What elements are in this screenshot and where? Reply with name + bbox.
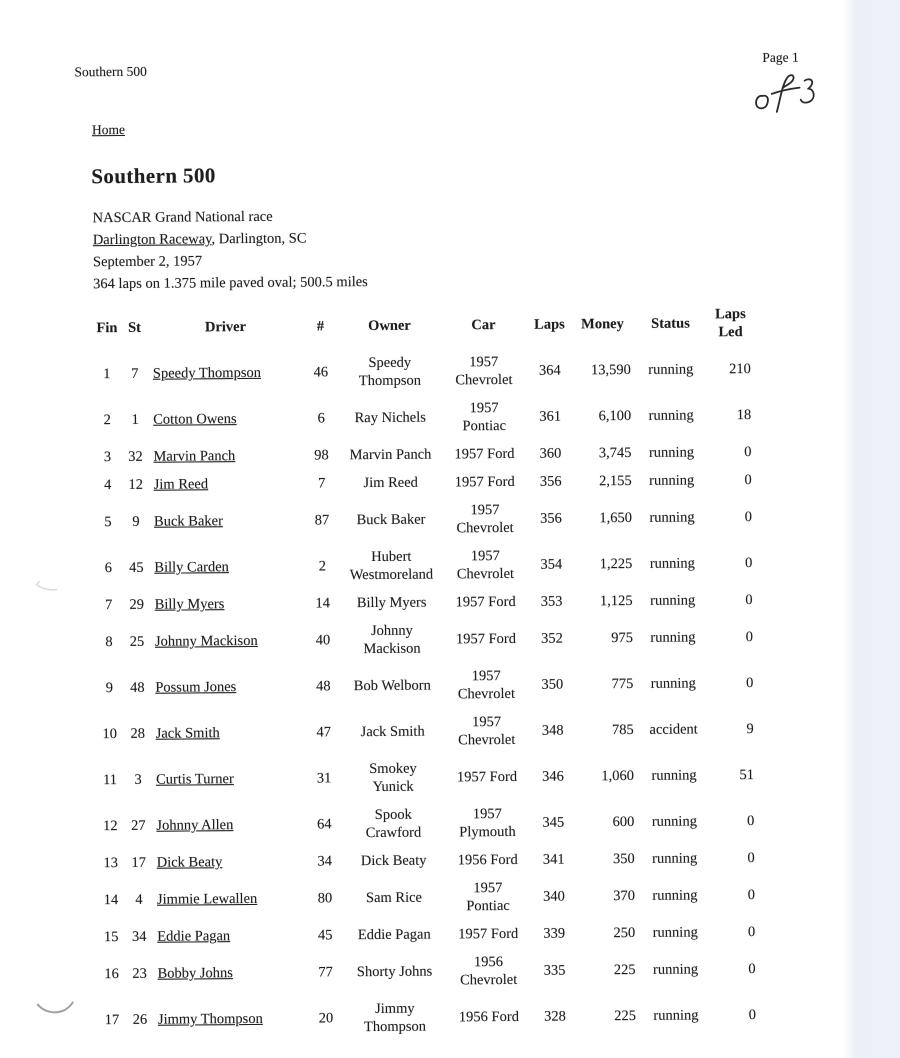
laps-cell: 354 — [540, 556, 563, 573]
money-cell: 2,155 — [599, 472, 632, 490]
car-cell: 1957 Chevrolet — [455, 354, 513, 389]
laps-led-cell: 210 — [729, 361, 751, 378]
start-position-cell: 48 — [130, 679, 145, 696]
car-cell: 1956 Ford — [457, 851, 518, 869]
laps-cell: 339 — [543, 925, 566, 942]
money-cell: 250 — [613, 924, 636, 942]
owner-cell: Dick Beaty — [360, 852, 427, 870]
money-cell: 785 — [611, 721, 634, 739]
car-cell: 1956 Chevrolet — [459, 954, 518, 989]
laps-led-cell: 0 — [744, 509, 753, 526]
owner-cell: Jimmy Thompson — [363, 1000, 427, 1036]
laps-led-cell: 18 — [736, 407, 752, 424]
owner-cell: Jim Reed — [363, 474, 418, 492]
money-cell: 1,060 — [601, 767, 635, 785]
driver-link[interactable]: Marvin Panch — [153, 448, 236, 465]
race-track-line — [93, 227, 368, 251]
finish-position-cell: 3 — [103, 449, 112, 466]
driver-link[interactable]: Bobby Johns — [157, 965, 233, 982]
owner-cell: Bob Welborn — [353, 677, 431, 695]
driver-cell — [154, 848, 306, 877]
owner-cell: Sam Rice — [365, 889, 423, 907]
money-cell: 1,225 — [599, 555, 633, 573]
start-position-cell: 9 — [132, 513, 140, 530]
driver-link[interactable]: Possum Jones — [155, 679, 237, 696]
laps-cell: 350 — [541, 676, 564, 693]
finish-position-cell: 2 — [103, 412, 111, 429]
column-header-money: Money — [581, 316, 624, 333]
status-cell: running — [652, 924, 698, 941]
driver-cell — [152, 618, 304, 665]
driver-cell — [150, 350, 302, 397]
laps-led-cell: 0 — [747, 887, 756, 904]
status-cell: running — [648, 444, 695, 461]
handwritten-of-3-note — [752, 71, 818, 118]
laps-led-cell: 0 — [744, 472, 752, 489]
finish-position-cell: 17 — [104, 1012, 120, 1029]
laps-cell: 346 — [542, 768, 564, 785]
finish-position-cell: 14 — [103, 892, 119, 909]
laps-led-cell: 0 — [745, 592, 753, 609]
driver-link[interactable]: Johnny Allen — [156, 817, 234, 834]
start-position-cell: 3 — [134, 771, 142, 788]
car-cell: 1957 Pontiac — [466, 880, 510, 915]
money-cell: 225 — [614, 1007, 636, 1025]
money-cell: 1,125 — [599, 592, 633, 610]
laps-cell: 364 — [538, 362, 561, 379]
money-cell: 3,745 — [598, 444, 632, 462]
owner-cell: Buck Baker — [356, 511, 426, 529]
car-cell: 1957 Ford — [456, 768, 518, 786]
start-position-cell: 45 — [129, 559, 144, 576]
finish-position-cell: 4 — [104, 477, 112, 494]
owner-cell: Billy Myers — [356, 594, 427, 612]
money-cell: 975 — [611, 629, 634, 647]
car-number-cell: 31 — [316, 770, 332, 787]
status-cell: running — [650, 675, 696, 692]
column-header-number: # — [316, 318, 325, 335]
race-info-block — [93, 205, 368, 295]
table-row — [96, 660, 756, 711]
laps-led-cell: 0 — [745, 555, 753, 572]
driver-link[interactable]: Buck Baker — [153, 513, 223, 530]
start-position-cell: 27 — [131, 817, 146, 834]
status-cell: accident — [649, 721, 698, 738]
finish-position-cell: 8 — [105, 634, 113, 651]
finish-position-cell: 9 — [105, 680, 114, 697]
table-row — [97, 752, 757, 803]
driver-link[interactable]: Speedy Thompson — [152, 364, 261, 382]
car-number-cell: 77 — [318, 964, 333, 981]
laps-led-cell: 0 — [747, 813, 755, 830]
table-header-row — [93, 300, 753, 351]
finish-position-cell: 11 — [102, 772, 118, 789]
laps-led-cell: 51 — [739, 767, 755, 784]
status-cell: running — [652, 961, 699, 978]
car-number-cell: 20 — [318, 1010, 334, 1027]
car-cell: 1956 Ford — [458, 1008, 519, 1026]
laps-cell: 356 — [540, 510, 562, 527]
money-cell: 6,100 — [598, 407, 632, 425]
car-number-cell: 2 — [318, 558, 327, 575]
owner-cell: Jack Smith — [360, 723, 425, 741]
laps-led-cell: 0 — [747, 924, 756, 941]
table-row — [98, 872, 758, 923]
start-position-cell: 7 — [131, 365, 139, 382]
driver-cell — [154, 922, 306, 951]
status-cell: running — [652, 850, 698, 867]
laps-cell: 340 — [543, 888, 565, 905]
results-table-body — [94, 346, 759, 1043]
owner-cell: Ray Nichels — [354, 409, 426, 427]
finish-position-cell: 12 — [103, 818, 118, 835]
finish-position-cell: 1 — [103, 366, 111, 383]
owner-cell: Marvin Panch — [349, 446, 432, 464]
car-number-cell: 64 — [317, 816, 332, 833]
money-cell: 350 — [612, 850, 635, 868]
driver-cell — [151, 498, 303, 545]
owner-cell: Shorty Johns — [356, 963, 433, 981]
driver-cell — [150, 442, 302, 471]
car-number-cell: 40 — [315, 632, 331, 649]
column-header-status: Status — [651, 315, 690, 332]
money-cell: 370 — [613, 887, 636, 905]
owner-cell: Hubert Westmoreland — [349, 548, 434, 584]
car-cell: 1957 Chevrolet — [458, 714, 516, 749]
car-cell: 1957 Ford — [454, 445, 515, 463]
table-row — [94, 346, 754, 397]
money-cell: 13,590 — [590, 361, 631, 379]
car-number-cell: 46 — [313, 364, 329, 381]
column-header-car: Car — [471, 317, 496, 334]
car-cell: 1957 Ford — [455, 630, 517, 648]
driver-cell — [152, 664, 304, 711]
status-cell: running — [648, 361, 694, 378]
table-row — [95, 540, 755, 591]
car-number-cell: 98 — [314, 447, 329, 464]
driver-link[interactable]: Jimmie Lewallen — [156, 890, 258, 908]
laps-led-cell: 0 — [748, 961, 756, 978]
driver-cell — [152, 710, 304, 757]
finish-position-cell: 10 — [102, 726, 117, 743]
page-number-label: Page 1 — [762, 49, 799, 65]
start-position-cell: 26 — [132, 1011, 148, 1028]
finish-position-cell: 6 — [104, 560, 113, 577]
driver-cell — [155, 996, 307, 1043]
status-cell: running — [649, 509, 695, 526]
money-cell: 600 — [612, 813, 635, 831]
column-header-driver: Driver — [204, 319, 247, 336]
home-link[interactable]: Home — [91, 121, 125, 138]
laps-led-cell: 9 — [746, 721, 754, 738]
start-position-cell: 23 — [132, 965, 147, 982]
car-cell: 1957 Ford — [458, 925, 519, 943]
status-cell: running — [648, 407, 694, 424]
driver-cell — [154, 950, 306, 997]
table-row — [99, 992, 759, 1043]
track-location-suffix: , Darlington, SC — [211, 230, 307, 248]
start-position-cell: 12 — [128, 476, 144, 493]
finish-position-cell: 7 — [104, 597, 113, 614]
start-position-cell: 1 — [131, 411, 139, 428]
status-cell: running — [649, 472, 695, 489]
race-distance-line: 364 laps on 1.375 mile paved oval; 500.5 miles — [93, 274, 368, 293]
car-number-cell: 34 — [317, 853, 333, 870]
table-row — [95, 494, 755, 545]
money-cell: 775 — [611, 675, 634, 693]
start-position-cell: 4 — [135, 891, 143, 908]
start-position-cell: 17 — [131, 854, 147, 871]
car-cell: 1957 Pontiac — [462, 400, 507, 435]
column-header-laps: Laps — [534, 316, 565, 333]
laps-cell: 328 — [543, 1008, 566, 1025]
driver-link[interactable]: Eddie Pagan — [157, 928, 231, 945]
driver-cell — [154, 876, 306, 923]
driver-link[interactable]: Johnny Mackison — [154, 632, 258, 650]
laps-led-cell: 0 — [748, 1007, 756, 1024]
money-cell: 225 — [613, 961, 636, 979]
driver-link[interactable]: Billy Carden — [154, 559, 229, 576]
driver-cell — [153, 802, 305, 849]
status-cell: running — [650, 592, 696, 609]
laps-led-cell: 0 — [744, 444, 752, 461]
finish-position-cell: 13 — [103, 855, 119, 872]
driver-cell — [150, 396, 302, 443]
car-number-cell: 47 — [316, 724, 331, 741]
status-cell: running — [652, 887, 698, 904]
print-header-title: Southern 500 — [74, 63, 147, 80]
driver-link[interactable]: Jack Smith — [155, 725, 220, 742]
car-cell: 1957 Ford — [454, 473, 515, 491]
laps-cell: 356 — [539, 473, 562, 490]
laps-led-cell: 0 — [745, 675, 754, 692]
start-position-cell: 25 — [129, 633, 145, 650]
laps-cell: 341 — [542, 851, 565, 868]
results-table — [93, 300, 759, 1043]
race-date-line: September 2, 1957 — [92, 253, 203, 271]
column-header-laps-led: Laps Led — [715, 306, 746, 341]
driver-cell — [151, 544, 303, 591]
laps-cell: 352 — [541, 630, 563, 647]
owner-cell: Eddie Pagan — [357, 926, 431, 944]
laps-cell: 335 — [543, 962, 566, 979]
column-header-owner: Owner — [368, 317, 411, 335]
car-number-cell: 80 — [317, 890, 333, 907]
finish-position-cell: 15 — [103, 929, 119, 946]
status-cell: running — [651, 767, 697, 784]
car-number-cell: 45 — [317, 927, 333, 944]
owner-cell: Spook Crawford — [365, 806, 422, 842]
race-series-line: NASCAR Grand National race — [92, 208, 273, 227]
driver-cell — [153, 756, 305, 803]
laps-cell: 345 — [542, 814, 565, 831]
laps-cell: 353 — [540, 593, 563, 610]
table-row — [98, 946, 758, 997]
driver-link[interactable]: Jim Reed — [153, 476, 209, 493]
laps-led-cell: 0 — [747, 850, 755, 867]
ink-smudge-icon — [34, 994, 78, 1020]
ink-smudge-icon — [32, 576, 66, 598]
start-position-cell: 28 — [130, 725, 145, 742]
table-row — [96, 614, 756, 665]
owner-cell: Johnny Mackison — [363, 622, 421, 658]
column-header-st: St — [127, 319, 142, 336]
driver-cell — [152, 590, 304, 619]
start-position-cell: 29 — [129, 596, 144, 613]
driver-link[interactable]: Dick Beaty — [156, 854, 223, 871]
car-cell: 1957 Chevrolet — [457, 668, 516, 703]
car-cell: 1957 Chevrolet — [456, 502, 514, 537]
laps-cell: 361 — [539, 408, 562, 425]
laps-cell: 360 — [539, 445, 562, 462]
driver-cell — [151, 470, 303, 499]
driver-link[interactable]: Curtis Turner — [155, 771, 234, 788]
status-cell: running — [651, 813, 697, 830]
car-cell: 1957 Plymouth — [459, 806, 516, 841]
car-number-cell: 14 — [315, 595, 330, 612]
car-number-cell: 7 — [318, 475, 326, 492]
owner-cell: Speedy Thompson — [358, 354, 421, 390]
driver-link[interactable]: Cotton Owens — [153, 411, 237, 428]
finish-position-cell: 16 — [104, 966, 119, 983]
car-cell: 1957 Ford — [455, 593, 516, 611]
owner-cell: Smokey Yunick — [369, 760, 417, 796]
status-cell: running — [653, 1007, 699, 1024]
money-cell: 1,650 — [599, 509, 633, 527]
car-cell: 1957 Chevrolet — [456, 548, 515, 583]
car-number-cell: 6 — [317, 410, 325, 427]
table-row — [97, 798, 757, 849]
race-title: Southern 500 — [91, 163, 216, 189]
finish-position-cell: 5 — [104, 514, 112, 531]
car-number-cell: 48 — [316, 678, 331, 695]
laps-cell: 348 — [541, 722, 564, 739]
start-position-cell: 34 — [131, 928, 147, 945]
driver-link[interactable]: Billy Myers — [154, 596, 225, 613]
table-row — [94, 392, 754, 443]
start-position-cell: 32 — [128, 448, 143, 465]
status-cell: running — [650, 629, 696, 646]
table-row — [97, 706, 757, 757]
driver-link[interactable]: Jimmy Thompson — [157, 1010, 263, 1028]
status-cell: running — [649, 555, 695, 572]
car-number-cell: 87 — [314, 512, 330, 529]
laps-led-cell: 0 — [745, 629, 754, 646]
track-link[interactable]: Darlington Raceway — [92, 231, 212, 249]
column-header-fin: Fin — [96, 320, 118, 337]
